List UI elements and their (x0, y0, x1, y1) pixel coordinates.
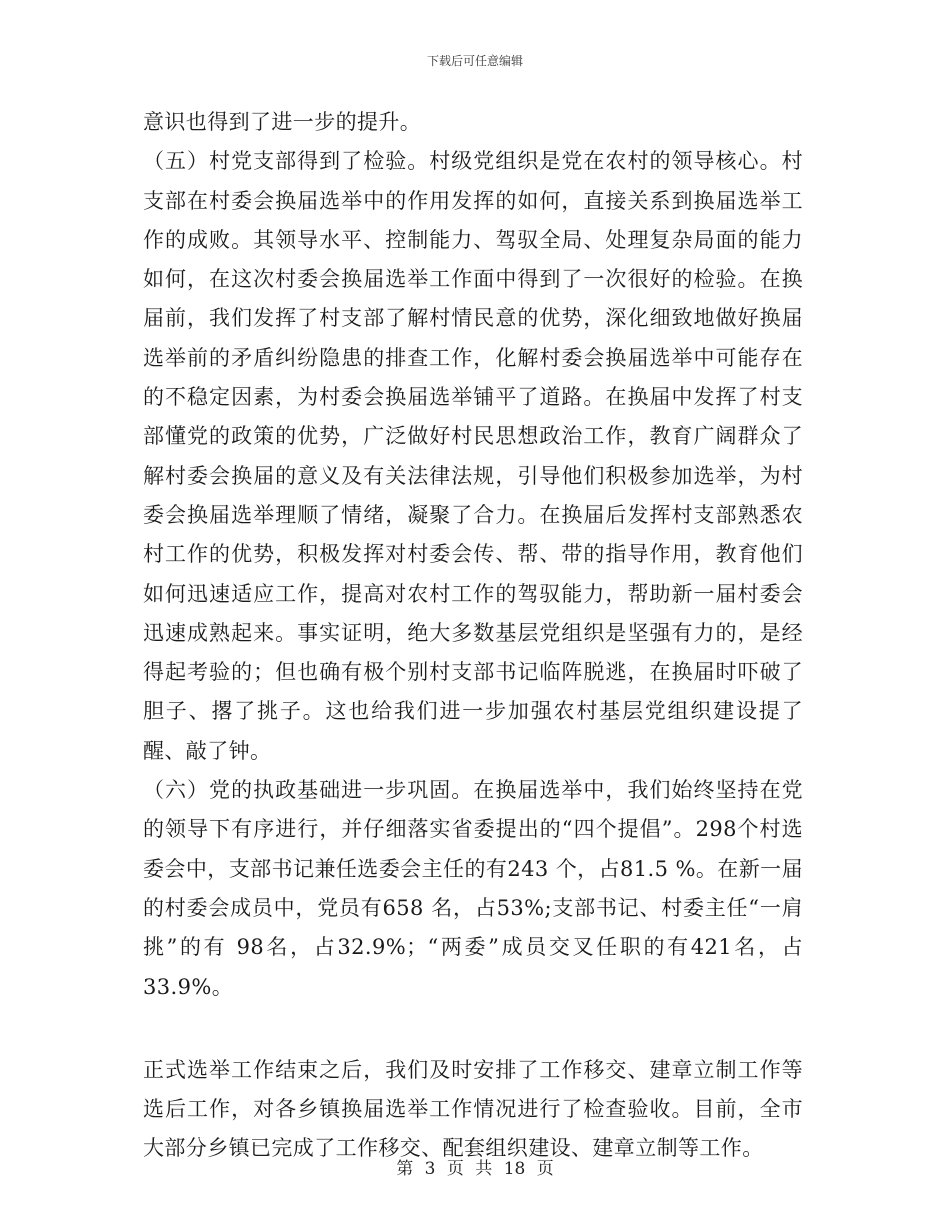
document-body (143, 103, 803, 1169)
page-number-footer: 第 3 页 共 18 页 (396, 1159, 554, 1179)
paragraph-conclusion: 正式选举工作结束之后，我们及时安排了工作移交、建章立制工作等选后工作，对各乡镇换届选举工作情况进行了检查验收。目前，全市大部分乡镇已完成了工作移交、配套组织建设、建章立制等工作。 (143, 1057, 803, 1161)
paragraph-continuation: 意识也得到了进一步的提升。 (143, 110, 422, 134)
paragraph-section-six: （六）党的执政基础进一步巩固。在换届选举中，我们始终坚持在党的领导下有序进行，并仔细落实省委提出的“四个提倡”。298个村选委会中，支部书记兼任选委会主任的有243 个，占81.5 %。在新一届的村委会成员中，党员有658 名，占53%;支部书记、村委主任“一肩挑”的有 98名，占32.9%；“两委”成员交叉任职的有421名，占33.9%。 (143, 778, 803, 999)
paragraph-section-five: （五）村党支部得到了检验。村级党组织是党在农村的领导核心。村支部在村委会换届选举中的作用发挥的如何，直接关系到换届选举工作的成败。其领导水平、控制能力、驾驭全局、处理复杂局面的能力如何，在这次村委会换届选举工作面中得到了一次很好的检验。在换届前，我们发挥了村支部了解村情民意的优势，深化细致地做好换届选举前的矛盾纠纷隐患的排查工作，化解村委会换届选举中可能存在的不稳定因素，为村委会换届选举铺平了道路。在换届中发挥了村支部懂党的政策的优势，广泛做好村民思想政治工作，教育广阔群众了解村委会换届的意义及有关法律法规，引导他们积极参加选举，为村委会换届选举理顺了情绪，凝聚了合力。在换届后发挥村支部熟悉农村工作的优势，积极发挥对村委会传、帮、带的指导作用，教育他们如何迅速适应工作，提高对农村工作的驾驭能力，帮助新一届村委会迅速成熟起来。事实证明，绝大多数基层党组织是坚强有力的，是经得起考验的；但也确有极个别村支部书记临阵脱逃，在换届时吓破了胆子、撂了挑子。这也给我们进一步加强农村基层党组织建设提了醒、敲了钟。 (143, 149, 803, 763)
page-header: 下载后可任意编辑 (426, 54, 523, 68)
